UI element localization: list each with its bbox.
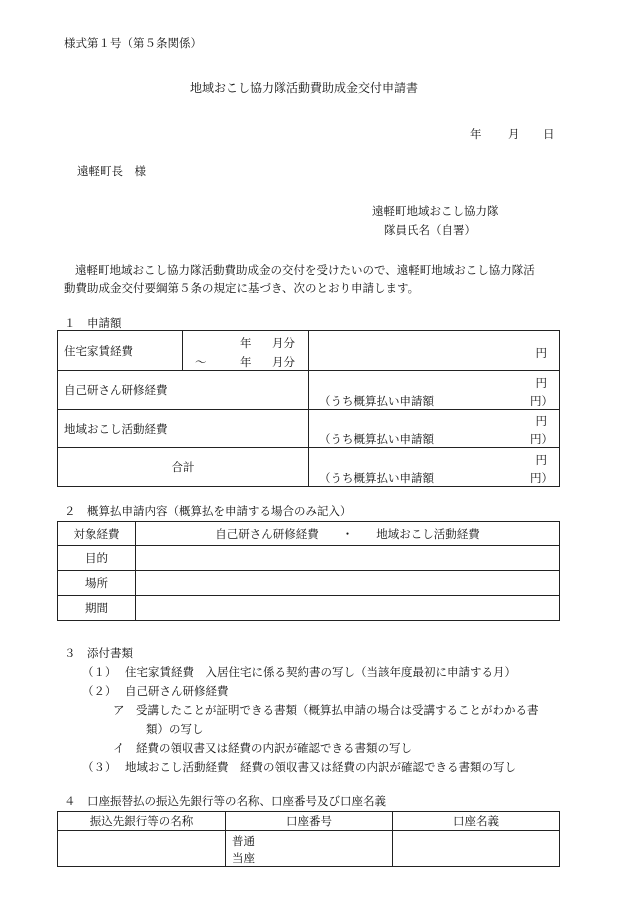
date-month: 月 bbox=[508, 127, 520, 141]
purpose-value-cell[interactable] bbox=[136, 546, 560, 571]
attachment-3-num: （３） bbox=[82, 760, 117, 774]
training-amount-cell[interactable] bbox=[309, 371, 560, 410]
section2-heading: ２ 概算払申請内容（概算払を申請する場合のみ記入） bbox=[64, 504, 352, 518]
training-prepay-yen: 円） bbox=[530, 394, 553, 408]
attachment-2-num: （２） bbox=[82, 684, 117, 698]
prepayment-table bbox=[57, 521, 560, 621]
total-label: 合計 bbox=[171, 460, 195, 474]
attachment-2b-text: 経費の領収書又は経費の内訳が確認できる書類の写し bbox=[136, 741, 412, 755]
rent-period-cell[interactable] bbox=[183, 331, 309, 371]
rent-from-month: 月分 bbox=[272, 336, 295, 350]
target-expense-label: 対象経費 bbox=[73, 526, 120, 541]
account-holder-value-cell[interactable] bbox=[393, 831, 560, 867]
period-value-cell[interactable] bbox=[136, 596, 560, 621]
attachment-1-text: 住宅家賃経費 入居住宅に係る契約書の写し（当該年度最初に申請する月） bbox=[125, 665, 516, 679]
intro-line-2: 動費助成金交付要綱第５条の規定に基づき、次のとおり申請します。 bbox=[64, 281, 420, 295]
training-label-cell bbox=[58, 371, 309, 410]
place-label-cell bbox=[58, 571, 136, 596]
training-yen: 円 bbox=[535, 376, 547, 390]
period-label: 期間 bbox=[85, 601, 108, 615]
account-type-current[interactable]: 当座 bbox=[232, 851, 255, 865]
target-expense-options-cell[interactable] bbox=[136, 522, 560, 546]
total-prepay-yen: 円） bbox=[530, 471, 553, 485]
attachment-1-num: （１） bbox=[82, 665, 117, 679]
rent-from-year: 年 bbox=[240, 336, 252, 350]
rent-label: 住宅家賃経費 bbox=[64, 343, 133, 358]
activity-prepay-yen: 円） bbox=[530, 432, 553, 446]
addressee: 遠軽町長 様 bbox=[77, 164, 146, 178]
bank-name-value-cell[interactable] bbox=[58, 831, 226, 867]
activity-label: 地域おこし活動経費 bbox=[64, 421, 168, 436]
activity-label-cell bbox=[58, 410, 309, 448]
place-value-cell[interactable] bbox=[136, 571, 560, 596]
section3-heading: ３ 添付書類 bbox=[64, 646, 133, 660]
activity-yen: 円 bbox=[535, 414, 547, 428]
target-expense-label-cell bbox=[58, 522, 136, 546]
purpose-label-cell bbox=[58, 546, 136, 571]
account-number-header bbox=[226, 812, 393, 831]
date-day: 日 bbox=[543, 127, 555, 141]
total-amount-cell[interactable] bbox=[309, 448, 560, 487]
activity-prepay-label: （うち概算払い申請額 bbox=[319, 432, 434, 446]
attachment-2b-mark: イ bbox=[113, 741, 125, 755]
account-holder-header-label: 口座名義 bbox=[453, 814, 499, 828]
training-prepay-label: （うち概算払い申請額 bbox=[319, 394, 434, 408]
attachment-2a-line-1: 受講したことが証明できる書類（概算払申請の場合は受講することがわかる書 bbox=[136, 703, 539, 717]
intro-line-1: 遠軽町地域おこし協力隊活動費助成金の交付を受けたいので、遠軽町地域おこし協力隊活 bbox=[75, 263, 535, 277]
account-type-ordinary[interactable]: 普通 bbox=[232, 834, 255, 848]
total-label-cell bbox=[58, 448, 309, 487]
attachment-3-text: 地域おこし活動経費 経費の領収書又は経費の内訳が確認できる書類の写し bbox=[125, 760, 516, 774]
applicant-name: 隊員氏名（自署） bbox=[384, 223, 476, 237]
form-number: 様式第１号（第５条関係） bbox=[64, 36, 202, 50]
total-yen: 円 bbox=[535, 453, 547, 467]
account-number-header-label: 口座番号 bbox=[286, 814, 332, 828]
total-prepay-label: （うち概算払い申請額 bbox=[319, 471, 434, 485]
bank-name-header bbox=[58, 812, 226, 831]
target-expense-options: 自己研さん研修経費 ・ 地域おこし活動経費 bbox=[215, 526, 480, 541]
attachment-2a-mark: ア bbox=[113, 703, 125, 717]
attachment-2-text: 自己研さん研修経費 bbox=[125, 684, 229, 698]
activity-amount-cell[interactable] bbox=[309, 410, 560, 448]
rent-yen: 円 bbox=[535, 346, 547, 360]
rent-amount-cell[interactable] bbox=[309, 331, 560, 371]
attachment-2a-line-2: 類）の写し bbox=[146, 722, 204, 736]
rent-to-month: 月分 bbox=[272, 355, 295, 369]
applicant-org: 遠軽町地域おこし協力隊 bbox=[372, 204, 499, 218]
section1-heading: １ 申請額 bbox=[64, 316, 122, 330]
date-year: 年 bbox=[470, 127, 482, 141]
rent-label-cell bbox=[58, 331, 183, 371]
bank-name-header-label: 振込先銀行等の名称 bbox=[89, 814, 194, 828]
period-label-cell bbox=[58, 596, 136, 621]
purpose-label: 目的 bbox=[85, 551, 108, 565]
training-label: 自己研さん研修経費 bbox=[64, 383, 168, 397]
rent-to-year: 年 bbox=[240, 355, 252, 369]
document-title: 地域おこし協力隊活動費助成金交付申請書 bbox=[190, 81, 419, 95]
rent-tilde: ～ bbox=[195, 355, 207, 369]
place-label: 場所 bbox=[85, 576, 108, 590]
account-holder-header bbox=[393, 812, 560, 831]
application-amount-table bbox=[57, 330, 560, 487]
section4-heading: ４ 口座振替払の振込先銀行等の名称、口座番号及び口座名義 bbox=[64, 794, 386, 808]
account-number-value-cell[interactable] bbox=[226, 831, 393, 867]
bank-account-table bbox=[57, 811, 560, 867]
